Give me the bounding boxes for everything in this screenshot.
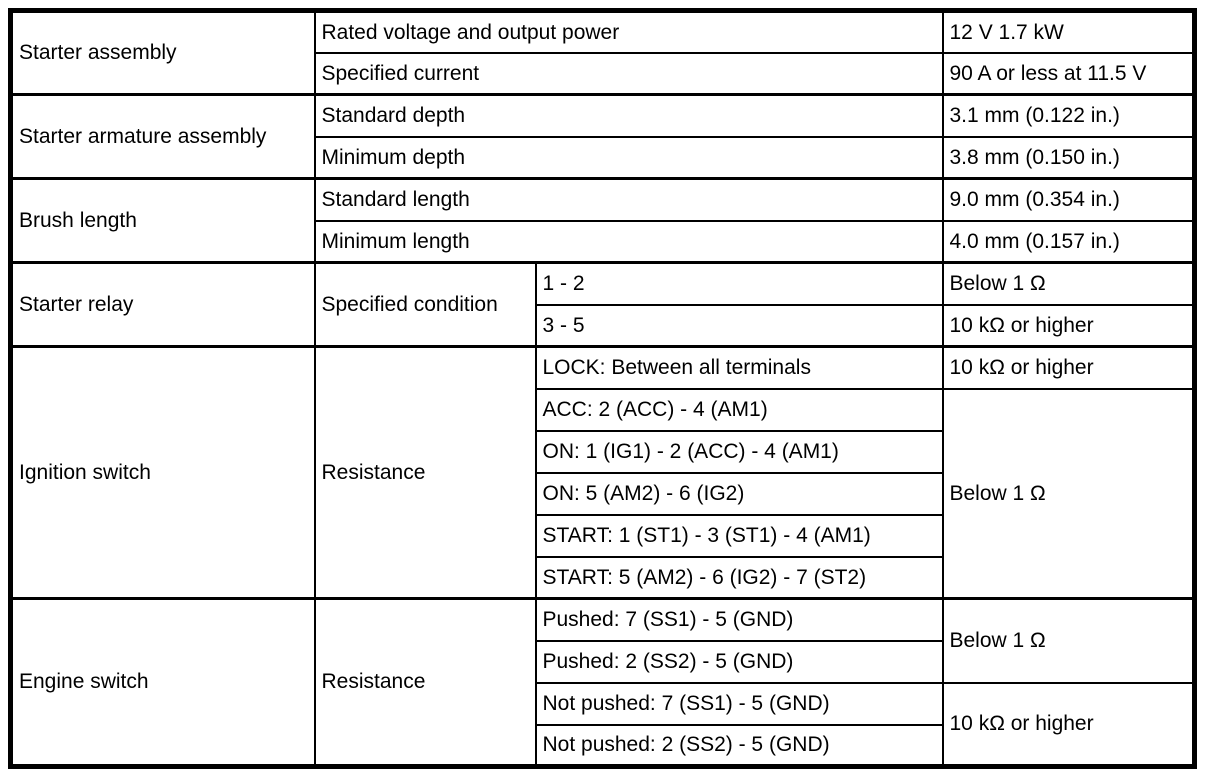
table-row: [11, 179, 1195, 221]
value-cell: 12 V 1.7 kW: [943, 11, 1195, 53]
condition-cell: LOCK: Between all terminals: [536, 347, 943, 389]
table-row: [11, 599, 1195, 641]
value-cell: 10 kΩ or higher: [943, 347, 1195, 389]
component-cell: Starter armature assembly: [11, 95, 315, 179]
table-row: [11, 95, 1195, 137]
component-cell: Starter relay: [11, 263, 315, 347]
condition-cell: 3 - 5: [536, 305, 943, 347]
condition-cell: ON: 1 (IG1) - 2 (ACC) - 4 (AM1): [536, 431, 943, 473]
condition-cell: START: 1 (ST1) - 3 (ST1) - 4 (AM1): [536, 515, 943, 557]
component-cell: Starter assembly: [11, 11, 315, 95]
value-cell: 4.0 mm (0.157 in.): [943, 221, 1195, 263]
value-cell: 3.8 mm (0.150 in.): [943, 137, 1195, 179]
item-cell: Minimum length: [315, 221, 943, 263]
value-cell: 9.0 mm (0.354 in.): [943, 179, 1195, 221]
component-cell: Engine switch: [11, 599, 315, 767]
item-cell: Specified condition: [315, 263, 536, 347]
condition-cell: Pushed: 7 (SS1) - 5 (GND): [536, 599, 943, 641]
item-cell: Resistance: [315, 347, 536, 599]
table-row: [11, 347, 1195, 389]
item-cell: Specified current: [315, 53, 943, 95]
condition-cell: Not pushed: 7 (SS1) - 5 (GND): [536, 683, 943, 725]
item-cell: Rated voltage and output power: [315, 11, 943, 53]
value-cell: 10 kΩ or higher: [943, 305, 1195, 347]
condition-cell: ON: 5 (AM2) - 6 (IG2): [536, 473, 943, 515]
condition-cell: Pushed: 2 (SS2) - 5 (GND): [536, 641, 943, 683]
value-cell: Below 1 Ω: [943, 389, 1195, 599]
condition-cell: ACC: 2 (ACC) - 4 (AM1): [536, 389, 943, 431]
component-cell: Brush length: [11, 179, 315, 263]
value-cell: Below 1 Ω: [943, 263, 1195, 305]
item-cell: Resistance: [315, 599, 536, 767]
item-cell: Standard length: [315, 179, 943, 221]
value-cell: 10 kΩ or higher: [943, 683, 1195, 767]
table-row: [11, 11, 1195, 53]
table-row: [11, 263, 1195, 305]
item-cell: Standard depth: [315, 95, 943, 137]
value-cell: Below 1 Ω: [943, 599, 1195, 683]
value-cell: 90 A or less at 11.5 V: [943, 53, 1195, 95]
component-cell: Ignition switch: [11, 347, 315, 599]
condition-cell: START: 5 (AM2) - 6 (IG2) - 7 (ST2): [536, 557, 943, 599]
spec-table: [8, 8, 1197, 769]
item-cell: Minimum depth: [315, 137, 943, 179]
condition-cell: 1 - 2: [536, 263, 943, 305]
condition-cell: Not pushed: 2 (SS2) - 5 (GND): [536, 725, 943, 767]
value-cell: 3.1 mm (0.122 in.): [943, 95, 1195, 137]
